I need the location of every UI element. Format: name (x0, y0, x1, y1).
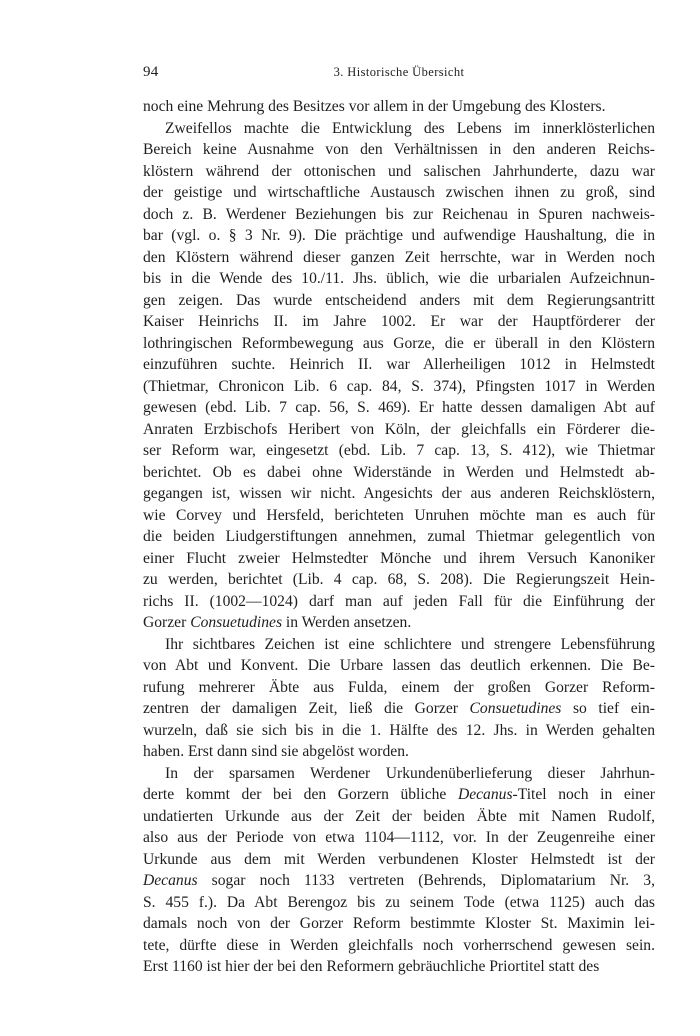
text-line: zu werden, berichtet (Lib. 4 cap. 68, S. 208). Die Regierungszeit Hein- (143, 571, 655, 588)
paragraph (143, 634, 655, 763)
running-head (143, 64, 655, 86)
text-line: zentren der damaligen Zeit, ließ die Gorzer Consuetudines so tief ein- (143, 700, 655, 717)
text-line: rufung mehrerer Äbte aus Fulda, einem der großen Gorzer Reform- (143, 678, 655, 696)
paragraph (143, 763, 655, 978)
text-line: wurzeln, daß sie sich bis in die 1. Hälfte des 12. Jhs. in Werden gehalten (143, 721, 655, 739)
text-line: einzuführen suchte. Heinrich II. war Allerheiligen 1012 in Helmstedt (143, 356, 655, 373)
text-line: richs II. (1002—1024) darf man auf jeden Fall für die Einführung der (143, 592, 655, 610)
page-number: 94 (143, 64, 159, 80)
text-line: Anraten Erzbischofs Heribert von Köln, der gleichfalls ein Förderer die- (143, 420, 655, 438)
text-line: Gorzer Consuetudines in Werden ansetzen. (143, 614, 412, 631)
text-line: bar (vgl. o. § 3 Nr. 9). Die prächtige und aufwendige Haushaltung, die in (143, 227, 655, 244)
text-line: noch eine Mehrung des Besitzes vor allem in der Umgebung des Klosters. (143, 98, 606, 115)
text-line: gewesen (ebd. Lib. 7 cap. 56, S. 469). Er hatte dessen damaligen Abt auf (143, 399, 655, 416)
text-line: In der sparsamen Werdener Urkundenüberlieferung dieser Jahrhun- (165, 764, 655, 782)
running-title: 3. Historische Übersicht (333, 65, 465, 79)
text-line: doch z. B. Werdener Beziehungen bis zur Reichenau in Spuren nachweis- (143, 205, 655, 223)
italic-term: Consuetudines (190, 614, 283, 631)
text-line: Bereich keine Ausnahme von den Verhältnissen in den anderen Reichs- (143, 141, 655, 158)
italic-term: Consuetudines (469, 700, 562, 717)
text-line: der geistige und wirtschaftliche Austausch zwischen ihnen zu groß, sind (143, 184, 655, 201)
text-line: derte kommt der bei den Gorzern übliche Decanus-Titel noch in einer (143, 786, 655, 803)
text-line: haben. Erst dann sind sie abgelöst worden. (143, 743, 409, 760)
text-line: undatierten Urkunde aus der Zeit der beiden Äbte mit Namen Rudolf, (143, 807, 655, 825)
text-line: Zweifellos machte die Entwicklung des Lebens im innerklösterlichen (165, 119, 655, 137)
body-text (143, 96, 655, 978)
italic-term: Decanus (457, 786, 513, 803)
text-line: tete, dürfte diese in Werden gleichfalls noch vorherrschend gewesen sein. (143, 936, 655, 954)
italic-term: Decanus (143, 872, 198, 889)
text-line: Urkunde aus dem mit Werden verbundenen Kloster Helmstedt ist der (143, 850, 655, 868)
text-line: also aus der Periode von etwa 1104—1112, vor. In der Zeugenreihe einer (143, 829, 655, 846)
text-line: die beiden Liudgerstiftungen annehmen, zumal Thietmar gelegentlich von (143, 528, 655, 545)
text-line: Kaiser Heinrichs II. im Jahre 1002. Er war der Hauptförderer der (143, 313, 655, 330)
paragraph (143, 118, 655, 634)
text-line: den Klöstern während dieser ganzen Zeit herrschte, war in Werden noch (143, 248, 655, 266)
text-line: einer Flucht zweier Helmstedter Mönche und ihrem Versuch Kanoniker (143, 549, 655, 567)
text-line: (Thietmar, Chronicon Lib. 6 cap. 84, S. 374), Pfingsten 1017 in Werden (143, 377, 655, 395)
text-line: Ihr sichtbares Zeichen ist eine schlichtere und strengere Lebensführung (165, 635, 655, 653)
text-line: bis in die Wende des 10./11. Jhs. üblich, wie die urbarialen Aufzeichnun- (143, 270, 655, 287)
text-line: Decanus sogar noch 1133 vertreten (Behrends, Diplomatarium Nr. 3, (143, 872, 655, 889)
text-line: Erst 1160 ist hier der bei den Reformern gebräuchliche Priortitel statt des (143, 958, 600, 975)
text-line: gen zeigen. Das wurde entscheidend anders mit dem Regierungsantritt (143, 291, 655, 309)
text-line: berichtet. Ob es dabei ohne Widerstände in Werden und Helmstedt ab- (143, 463, 655, 481)
text-line: klöstern während der ottonischen und salischen Jahrhunderte, dazu war (143, 162, 655, 180)
text-line: lothringischen Reformbewegung aus Gorze, die er überall in den Klöstern (143, 334, 655, 352)
text-line: S. 455 f.). Da Abt Berengoz bis zu seinem Tode (etwa 1125) auch das (143, 893, 655, 911)
text-line: wie Corvey und Hersfeld, berichteten Unruhen möchte man es auch für (143, 506, 655, 524)
paragraph (143, 96, 655, 118)
text-line: ser Reform war, eingesetzt (ebd. Lib. 7 cap. 13, S. 412), wie Thietmar (143, 442, 655, 459)
text-line: gegangen ist, wissen wir nicht. Angesichts der aus anderen Reichsklöstern, (143, 485, 655, 502)
text-line: von Abt und Konvent. Die Urbare lassen das deutlich erkennen. Die Be- (143, 657, 655, 674)
text-line: damals noch von der Gorzer Reform bestimmte Kloster St. Maximin lei- (143, 915, 655, 932)
